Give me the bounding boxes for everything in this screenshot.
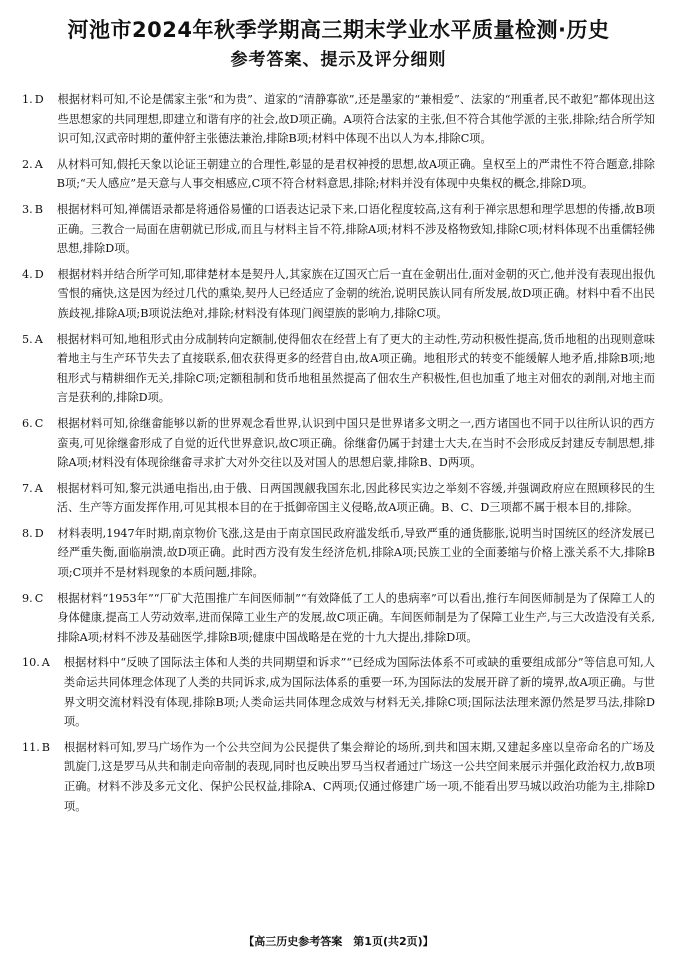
- answer-item: [22, 653, 655, 731]
- answer-letter: A: [34, 157, 43, 171]
- answer-item: [22, 479, 655, 518]
- answer-item: [22, 524, 655, 583]
- question-number: 7.: [22, 481, 33, 495]
- explanation-text: 材料表明,1947年时期,南京物价飞涨,这是由于南京国民政府滥发纸币,导致严重的通货膨胀,说明当时国统区的经济发展已经严重失衡,面临崩溃,故D项正确。此时西方没有发生经济危机,排除A项;民族工业的全面萎缩与价格上涨关系不大,排除B项;C项并不是材料现象的本质问题,排除。: [57, 526, 655, 580]
- question-number: 5.: [22, 332, 33, 346]
- explanation-text: 根据材料“1953年”“厂矿大范围推广车间医师制”“有效降低了工人的患病率”可以看出,推行车间医师制是为了保障工人的身体健康,提高工人劳动效率,进而保障工业生产的发展,故C项正确。车间医师制是为了保障工业生产,与三大改造没有关系,排除A项;材料不涉及基础医学,排除B项;健康中国战略是在党的十九大提出,排除D项。: [57, 591, 655, 644]
- answer-item: [22, 589, 655, 648]
- answer-item: [22, 155, 655, 194]
- question-number: 1.: [22, 93, 33, 106]
- answer-letter: C: [34, 591, 44, 605]
- explanation-text: 根据材料可知,徐继畲能够以新的世界观念看世界,认识到中国只是世界诸多文明之一,西方诸国也不同于以往所认识的西方蛮夷,可见徐继畲形成了自觉的近代世界意识,故C项正确。徐继畲仍属于封建士大夫,在当时不会形成反封建反专制思想,排除A项;材料没有体现徐继畲寻求扩大对外交往以及对国人的思想启蒙,排除B、D两项。: [57, 416, 655, 470]
- answer-letter: D: [34, 93, 44, 106]
- question-number: 4.: [22, 267, 33, 281]
- question-number: 2.: [22, 157, 33, 171]
- explanation-text: 根据材料可知,不论是儒家主张“和为贵”、道家的“清静寡欲”,还是墨家的“兼相爱”、法家的“刑重者,民不敢犯”都体现出这些思想家的共同理想,即建立和谐有序的社会,故D项正确。A项符合法家的主张,但不符合其他学派的主张,排除;结合所学知识可知,汉武帝时期的董仲舒主张德法兼治,排除B项;材料中体现不出以人为本,排除C项。: [57, 93, 655, 146]
- answer-letter: A: [41, 656, 50, 670]
- answer-letter: C: [34, 416, 44, 430]
- question-number: 10.: [22, 656, 40, 670]
- answer-letter: B: [41, 740, 51, 754]
- question-number: 3.: [22, 202, 33, 216]
- page-subtitle: 参考答案、提示及评分细则: [230, 50, 447, 70]
- explanation-text: 根据材料并结合所学可知,耶律楚材本是契丹人,其家族在辽国灭亡后一直在金朝出仕,面对金朝的灭亡,他并没有表现出报仇雪恨的痛快,这是因为经过几代的熏染,契丹人已经适应了金朝的统治,说明民族认同有所发展,故D项正确。材料中看不出民族歧视,排除A项;B项说法绝对,排除;材料没有体现门阀望族的影响力,排除C项。: [57, 267, 655, 320]
- explanation-text: 根据材料可知,地租形式由分成制转向定额制,使得佃农在经营上有了更大的主动性,劳动积极性提高,货币地租的出现则意味着地主与生产环节失去了直接联系,佃农获得更多的经营自由,故A项正确。地租形式的转变不能缓解人地矛盾,排除B项;地租形式与精耕细作无关,排除C项;定额租制和货币地租虽然提高了佃农生产积极性,但也加重了地主对佃农的剥削,对地主而言是获利的,排除D项。: [56, 332, 655, 405]
- answer-letter: B: [34, 202, 43, 216]
- answer-item: [22, 330, 655, 408]
- answer-letter: A: [34, 481, 43, 495]
- explanation-text: 根据材料中“反映了国际法主体和人类的共同期望和诉求”“已经成为国际法体系不可或缺的重要组成部分”等信息可知,人类命运共同体理念体现了人类的共同诉求,成为国际法体系的重要一环,为国际法的发展开辟了新的境界,故A项正确。与世界文明交流材料没有体现,排除B项;人类命运共同体理念成效与材料无关,排除C项;国际法法理来源仍然是罗马法,排除D项。: [63, 656, 655, 729]
- explanation-text: 从材料可知,假托天象以论证王朝建立的合理性,彰显的是君权神授的思想,故A项正确。皇权至上的严肃性不符合题意,排除B项;“天人感应”是天意与人事交相感应,C项不符合材料意思,排除;材料并没有体现中央集权的概念,排除D项。: [56, 157, 655, 191]
- answer-item: [22, 90, 655, 149]
- answer-item: [22, 738, 655, 816]
- explanation-text: 根据材料可知,罗马广场作为一个公共空间为公民提供了集会辩论的场所,到共和国末期,又建起多座以皇帝命名的广场及凯旋门,这是罗马从共和制走向帝制的表现,同时也反映出罗马当权者通过广场这一公共空间来展示并强化政治权力,故B项正确。材料不涉及多元文化、保护公民权益,排除A、C两项;仅通过修建广场一项,不能看出罗马城以政治功能为主,排除D项。: [64, 740, 655, 813]
- answer-item: [22, 414, 655, 473]
- answer-item: [22, 200, 655, 259]
- answer-letter: D: [34, 267, 44, 281]
- question-number: 11.: [22, 740, 40, 754]
- answer-item: [22, 265, 655, 324]
- answer-list: [22, 90, 655, 816]
- explanation-text: 根据材料可知,禅儒语录都是将通俗易懂的口语表达记录下来,口语化程度较高,这有利于禅宗思想和理学思想的传播,故B项正确。三教合一局面在唐朝就已形成,而且与材料主旨不符,排除A项;材料不涉及格物致知,排除C项;材料体现不出重儒轻佛思想,排除D项。: [56, 202, 655, 256]
- page-footer: 【高三历史参考答案 第1页(共2页)】: [243, 935, 434, 948]
- question-number: 6.: [22, 416, 33, 430]
- explanation-text: 根据材料可知,黎元洪通电指出,由于俄、日两国觊觎我国东北,因此移民实边之举刻不容缓,并强调政府应在照顾移民的生活、生产等方面发挥作用,可见其根本目的在于抵御帝国主义侵略,故A项正确。B、C、D三项都不属于根本目的,排除。: [56, 481, 655, 515]
- page-title: 河池市2024年秋季学期高三期末学业水平质量检测·历史: [67, 18, 610, 42]
- answer-letter: D: [34, 526, 44, 540]
- answer-letter: A: [34, 332, 43, 346]
- question-number: 9.: [22, 591, 33, 605]
- question-number: 8.: [22, 526, 33, 540]
